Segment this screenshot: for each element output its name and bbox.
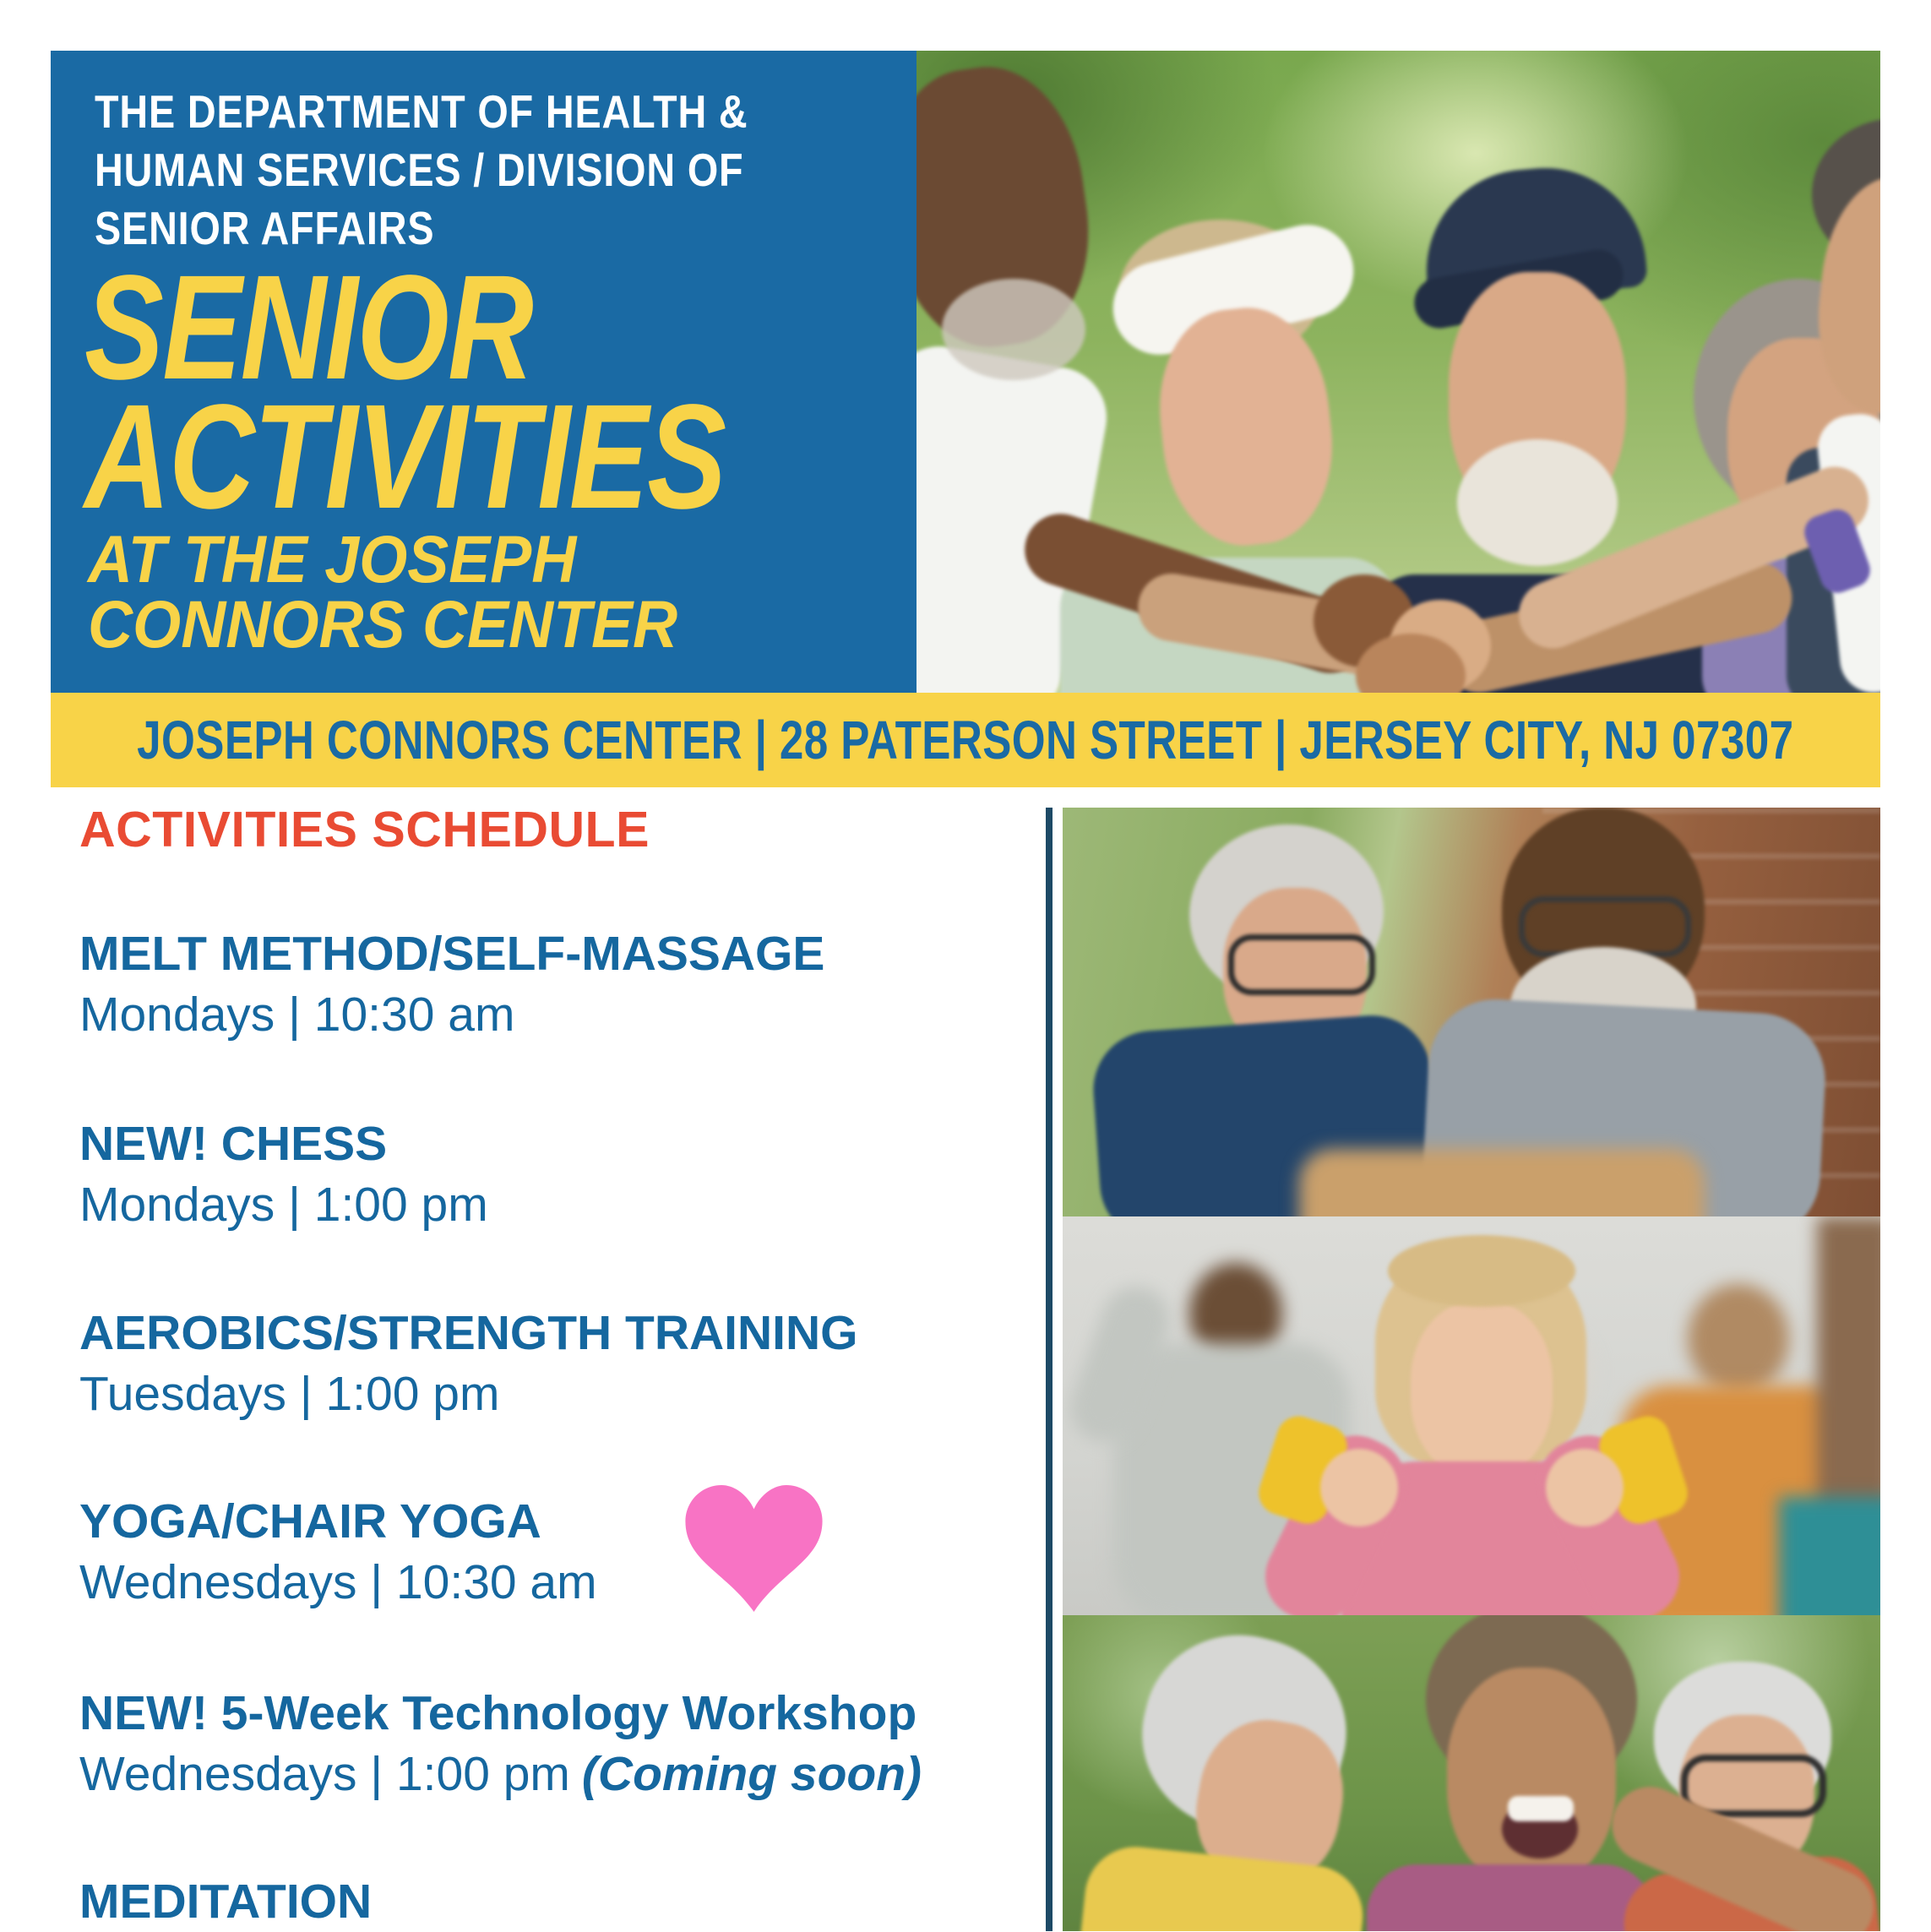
photo-dumbbell-exercise [1063, 1216, 1880, 1615]
activity-title: NEW! 5-Week Technology Workshop [79, 1686, 917, 1740]
flyer-title [84, 245, 726, 540]
department-line: SENIOR AFFAIRS [95, 202, 435, 254]
glasses-shape [1228, 934, 1375, 995]
schedule-item [79, 1871, 1025, 1932]
vertical-divider [1046, 808, 1053, 1931]
activity-title: MELT METHOD/SELF-MASSAGE [79, 927, 825, 981]
activity-time: Mondays | 10:30 am [79, 988, 515, 1042]
address-banner [51, 693, 1880, 787]
background-shape [1779, 1497, 1880, 1615]
activity-title: AEROBICS/STRENGTH TRAINING [79, 1306, 858, 1360]
hero-photo [917, 51, 1880, 693]
flyer-subtitle-line: CONNORS CENTER [88, 586, 678, 661]
address-text: JOSEPH CONNORS CENTER | 28 PATERSON STREET | JERSEY CITY, NJ 07307 [137, 710, 1794, 770]
hand-shape [1320, 1449, 1398, 1527]
activity-time: Wednesdays | 10:30 am [79, 1555, 597, 1609]
hand-shape [1546, 1449, 1624, 1527]
flyer-subtitle [88, 521, 678, 661]
schedule-item [79, 1113, 1025, 1235]
header-panel [51, 51, 917, 693]
activity-title: MEDITATION [79, 1875, 373, 1929]
schedule-item [79, 1683, 1025, 1804]
figure-beard [1457, 439, 1618, 566]
schedule-item [79, 1491, 1025, 1613]
figure-bangs [1388, 1235, 1575, 1307]
flyer-subtitle-line: AT THE JOSEPH [88, 521, 577, 596]
heart-icon [684, 1485, 824, 1612]
photo-couple-reading [1063, 808, 1880, 1216]
department-heading [95, 83, 770, 258]
figure-torso [1367, 1864, 1654, 1931]
activity-time: Tuesdays | 1:00 pm [79, 1367, 500, 1421]
department-line: THE DEPARTMENT OF HEALTH & [95, 85, 748, 138]
activity-time-text: Wednesdays | 1:00 pm [79, 1747, 570, 1801]
flyer-title-line: ACTIVITIES [84, 374, 726, 540]
figure-beard [942, 279, 1085, 380]
activity-title: NEW! CHESS [79, 1117, 388, 1171]
coming-soon-note: (Coming soon) [581, 1747, 922, 1801]
table-shape [1299, 1149, 1705, 1216]
department-line: HUMAN SERVICES / DIVISION OF [95, 144, 744, 196]
schedule-heading: ACTIVITIES SCHEDULE [79, 802, 650, 857]
schedule-item [79, 1303, 1025, 1424]
flyer-title-line: SENIOR [84, 245, 533, 411]
activity-time: Mondays | 1:00 pm [79, 1178, 488, 1232]
figure-head [1688, 1284, 1789, 1394]
teeth-shape [1508, 1796, 1574, 1821]
photo-women-laughing [1063, 1615, 1880, 1931]
schedule-item [79, 923, 1025, 1045]
activity-title: YOGA/CHAIR YOGA [79, 1494, 541, 1548]
figure-face [1411, 1301, 1553, 1478]
activity-time [79, 1744, 1025, 1804]
